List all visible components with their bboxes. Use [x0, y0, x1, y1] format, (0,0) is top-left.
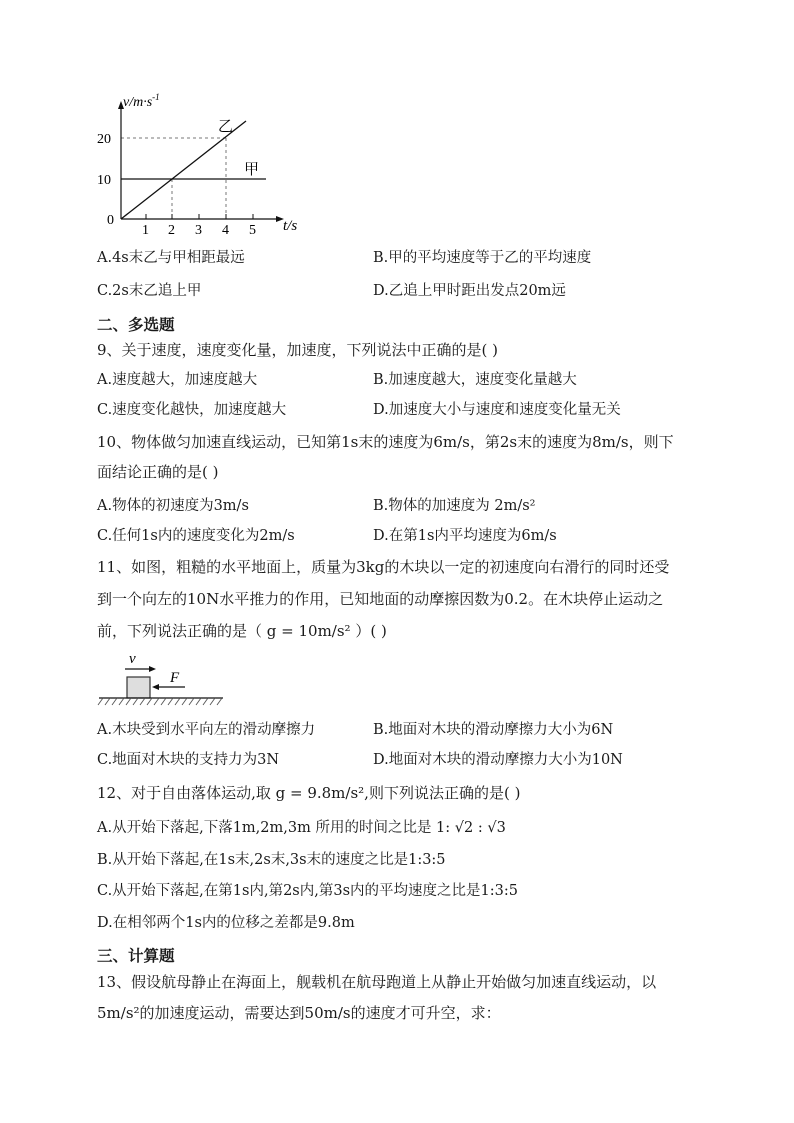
- force-arrow-icon: [152, 684, 159, 690]
- x-tick-5: 5: [249, 223, 256, 238]
- ground-hatching: [98, 698, 222, 705]
- q11-option-d[interactable]: D.地面对木块的滑动摩擦力大小为10N: [373, 752, 623, 768]
- y-tick-20: 20: [97, 132, 111, 147]
- q12-stem: 12、对于自由落体运动,取 g = 9.8m/s²,则下列说法正确的是( ): [97, 784, 521, 802]
- q10-stem-line2: 面结论正确的是( ): [97, 463, 219, 481]
- section-heading-calculation: 三、计算题: [97, 947, 175, 965]
- q12-option-b[interactable]: B.从开始下落起,在1s末,2s末,3s末的速度之比是1:3:5: [97, 852, 446, 868]
- q10-option-c[interactable]: C.任何1s内的速度变化为2m/s: [97, 528, 295, 544]
- x-tick-1: 1: [142, 223, 149, 238]
- x-tick-2: 2: [168, 223, 175, 238]
- section-heading-multiple-choice: 二、多选题: [97, 316, 175, 334]
- velocity-arrow-icon: [149, 666, 156, 672]
- vt-graph: [95, 92, 320, 242]
- q12-option-a[interactable]: A.从开始下落起,下落1m,2m,3m 所用的时间之比是 1: √2 : √3: [97, 820, 506, 836]
- q11-option-b[interactable]: B.地面对木块的滑动摩擦力大小为6N: [373, 722, 614, 738]
- q11-stem-line1: 11、如图，粗糙的水平地面上，质量为3kg的木块以一定的初速度向右滑行的同时还受: [97, 558, 670, 576]
- line-yi-label: 乙: [218, 119, 234, 135]
- q9-option-b[interactable]: B.加速度越大，速度变化量越大: [373, 372, 577, 388]
- x-tick-4: 4: [222, 223, 229, 238]
- y-axis-label: $v/m\cdot s^{-1}$: [123, 92, 160, 110]
- q9-option-d[interactable]: D.加速度大小与速度和速度变化量无关: [373, 402, 621, 418]
- q13-stem-line2: 5m/s²的加速度运动，需要达到50m/s的速度才可升空，求：: [97, 1004, 501, 1022]
- q9-option-c[interactable]: C.速度变化越快，加速度越大: [97, 402, 287, 418]
- y-tick-0: 0: [107, 213, 114, 228]
- q10-stem-line1: 10、物体做匀加速直线运动，已知第1s末的速度为6m/s，第2s末的速度为8m/s，则下: [97, 433, 674, 451]
- q13-stem-line1: 13、假设航母静止在海面上，舰载机在航母跑道上从静止开始做匀加速直线运动，以: [97, 973, 657, 991]
- force-label: F: [170, 670, 180, 686]
- line-yi: [121, 121, 246, 219]
- x-tick-3: 3: [195, 223, 202, 238]
- velocity-label: v: [129, 651, 136, 667]
- block-force-figure: [97, 648, 227, 710]
- q12-option-c[interactable]: C.从开始下落起,在第1s内,第2s内,第3s内的平均速度之比是1:3:5: [97, 883, 518, 899]
- q8-option-b[interactable]: B.甲的平均速度等于乙的平均速度: [373, 250, 592, 266]
- q8-option-d[interactable]: D.乙追上甲时距出发点20m远: [373, 283, 566, 299]
- q11-stem-line2: 到一个向左的10N水平推力的作用，已知地面的动摩擦因数为0.2。在木块停止运动之: [97, 590, 664, 608]
- q11-stem-line3: 前，下列说法正确的是（ g = 10m/s² ）( ): [97, 622, 387, 640]
- line-jia-label: 甲: [244, 162, 260, 178]
- y-tick-10: 10: [97, 173, 111, 188]
- wooden-block: [127, 677, 150, 698]
- q8-option-a[interactable]: A.4s末乙与甲相距最远: [97, 250, 245, 266]
- x-axis-label: t/s: [283, 218, 298, 234]
- q12-option-d[interactable]: D.在相邻两个1s内的位移之差都是9.8m: [97, 915, 355, 931]
- q9-stem: 9、关于速度，速度变化量，加速度，下列说法中正确的是( ): [97, 341, 499, 359]
- q8-option-c[interactable]: C.2s末乙追上甲: [97, 283, 202, 299]
- q10-option-b[interactable]: B.物体的加速度为 2m/s²: [373, 498, 536, 514]
- q11-option-c[interactable]: C.地面对木块的支持力为3N: [97, 752, 280, 768]
- q10-option-a[interactable]: A.物体的初速度为3m/s: [97, 498, 249, 514]
- q10-option-d[interactable]: D.在第1s内平均速度为6m/s: [373, 528, 557, 544]
- q9-option-a[interactable]: A.速度越大，加速度越大: [97, 372, 258, 388]
- q11-option-a[interactable]: A.木块受到水平向左的滑动摩擦力: [97, 722, 316, 738]
